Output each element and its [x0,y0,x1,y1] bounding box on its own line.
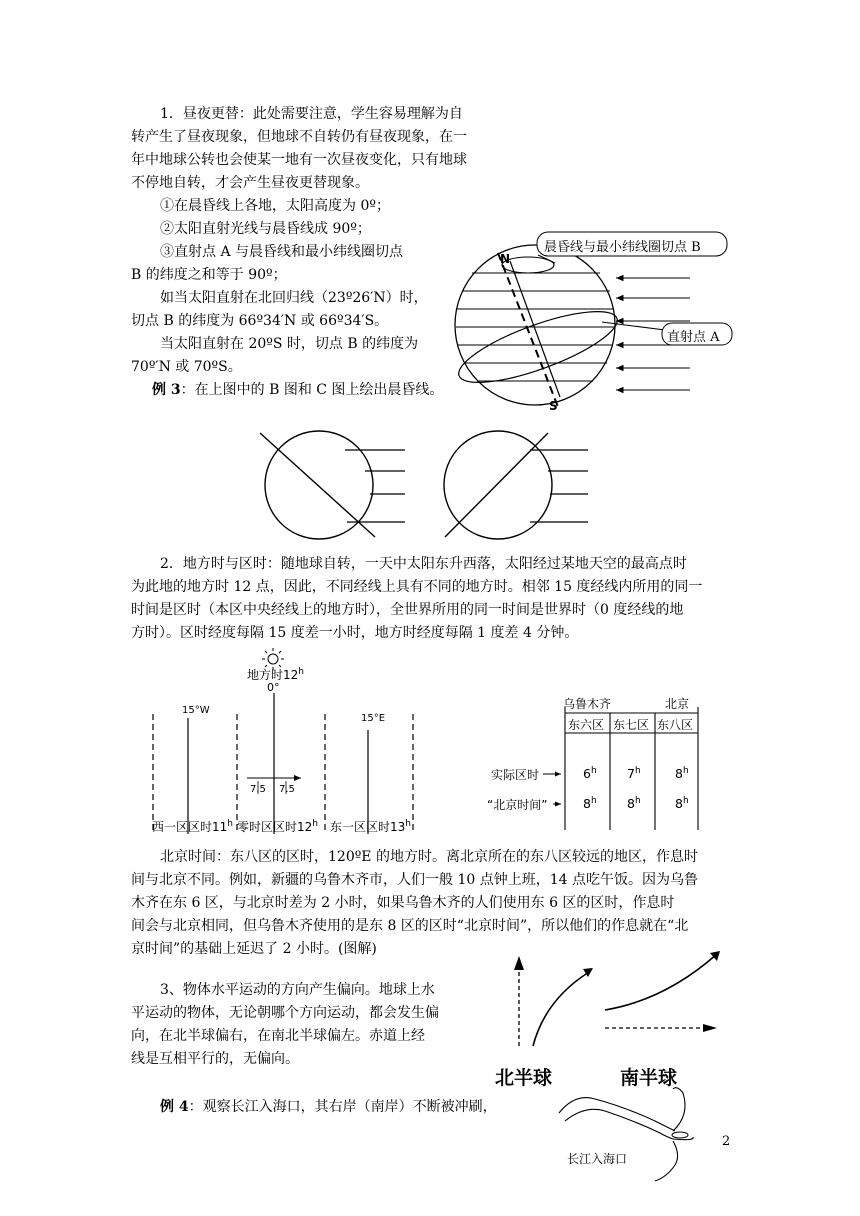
cell-h: h [590,766,597,776]
row-beijing-time: “北京时间” [487,798,548,812]
west-zone-text: 西一区区时11 [152,820,228,834]
cell-h: h [682,766,689,776]
cell-r2c1 [583,796,597,811]
point-3a: ③直射点 A 与晨昏线和最小纬线圈切点 [160,244,404,260]
example-a-line1: 如当太阳直射在北回归线（23º26′N）时， [160,290,428,306]
row-actual-zone-time: 实际区时 [491,768,540,782]
w15-label: 15°W [182,705,210,716]
example-b-line2: 70º′N 或 70ºS。 [131,359,242,375]
local-time-text: 地方时12 [247,668,299,682]
col-east7: 东七区 [613,718,650,732]
example-b-line1: 当太阳直射在 20ºS 时，切点 B 的纬度为 [160,336,419,352]
cell-h: h [682,796,689,806]
section3-line4: 线是互相平行的，无偏向。 [131,1051,299,1067]
zero-zone-label [237,818,318,835]
label-south: S [549,399,558,413]
cell-h: h [634,796,641,806]
cell-h: h [590,796,597,806]
section2-line3: 时间是区时（本区中央经线上的地方时），全世界所用的同一时间是世界时（0 度经线的地 [131,602,684,618]
example-4-text: ：观察长江入海口，其右岸（南岸）不断被冲刷， [188,1099,497,1115]
city-beijing: 北京 [665,697,690,711]
e15-label: 15°E [361,713,386,724]
example-3-text: ：在上图中的 B 图和 C 图上绘出晨昏线。 [180,382,444,398]
point-1: ①在晨昏线上各地，太阳高度为 0º； [160,198,390,214]
beijing-line4: 间会与北京相同，但乌鲁木齐使用的是东 8 区的区时“北京时间”，所以他们的作息就在“北 [131,918,689,934]
cell-value: 8 [675,796,683,812]
estuary-caption: 长江入海口 [567,1152,628,1166]
col-east6: 东六区 [568,718,605,732]
deflection-diagram [505,950,735,1060]
globe-diagram [440,225,740,425]
local-time-h: h [298,667,304,677]
label-direct-point-a: 直射点 A [667,330,720,345]
cell-r1c1 [583,766,597,781]
point-2: ②太阳直射光线与晨昏线成 90º； [160,221,371,237]
east-zone-text: 东一区区时13 [330,820,406,834]
section3-line1: 3、物体水平运动的方向产生偏向。地球上水 [160,982,435,998]
beijing-line5: 京时间”的基础上延迟了 2 小时。(图解) [131,941,377,957]
beijing-line1: 北京时间：东八区的区时，120ºE 的地方时。离北京所在的东八区较远的地区，作息时 [160,849,698,865]
cell-r2c3 [675,796,689,811]
label-southern-hemisphere: 南半球 [620,1067,678,1089]
east-zone-h: h [405,819,411,829]
cell-r1c2 [627,766,641,781]
section3-line3: 向，在北半球偏右，在南北半球偏左。赤道上经 [131,1028,425,1044]
section2-line1: 2．地方时与区时：随地球自转，一天中太阳东升西落，太阳经过某地天空的最高点时 [160,556,687,572]
city-urumqi: 乌鲁木齐 [563,697,612,711]
section1-line1: 1．昼夜更替：此处需要注意，学生容易理解为自 [160,106,463,122]
example-3 [152,379,443,401]
cell-r1c3 [675,766,689,781]
zero-zone-text: 零时区区时12 [237,820,313,834]
example-3-label: 例 3 [152,382,181,398]
cell-h: h [634,766,641,776]
half-zone-left: 7.5 [250,784,266,795]
zero-zone-h: h [312,819,318,829]
beijing-line3: 木齐在东 6 区，与北京时差为 2 小时，如果乌鲁木齐的人们使用东 6 区的区时，作息时 [131,895,675,911]
cell-value: 8 [627,796,635,812]
page-number: 2 [722,1134,731,1149]
point-3b: B 的纬度之和等于 90º； [131,267,287,283]
east-zone-label [330,818,411,835]
zero-meridian-label: 0° [267,681,280,694]
practice-figure-c [440,425,600,545]
label-tangent-point-b: 晨昏线与最小纬线圈切点 B [544,240,701,255]
cell-r2c2 [627,796,641,811]
section3-line2: 平运动的物体，无论朝哪个方向运动，都会发生偏 [131,1005,439,1021]
section1-line3: 年中地球公转也会使某一地有一次昼夜变化，只有地球 [131,152,467,168]
label-north: N [500,252,511,266]
col-east8: 东八区 [657,718,694,732]
cell-value: 8 [583,796,591,812]
half-zone-right: 7.5 [279,784,295,795]
west-zone-label [152,818,233,835]
section1-line4: 不停地自转，才会产生昼夜更替现象。 [131,175,369,191]
yangtze-estuary-sketch [555,1085,705,1185]
beijing-line2: 间与北京不同。例如，新疆的乌鲁木齐市，人们一般 10 点钟上班，14 点吃午饭。因为乌鲁 [131,872,698,888]
example-4-label: 例 4 [160,1099,189,1115]
cell-value: 8 [675,766,683,782]
section2-line2: 为此地的地方时 12 点，因此，不同经线上具有不同的地方时。相邻 15 度经线内所用的同一 [131,579,703,595]
cell-value: 6 [583,766,591,782]
section2-line4: 方时）。区时经度每隔 15 度差一小时，地方时经度每隔 1 度差 4 分钟。 [131,625,579,641]
example-4 [160,1096,497,1118]
west-zone-h: h [227,819,233,829]
cell-value: 7 [627,766,635,782]
section1-line2: 转产生了昼夜现象，但地球不自转仍有昼夜现象，在一 [131,129,467,145]
practice-figure-b [255,425,415,545]
example-a-line2: 切点 B 的纬度为 66º34′N 或 66º34′S。 [131,313,389,329]
label-northern-hemisphere: 北半球 [495,1067,553,1089]
